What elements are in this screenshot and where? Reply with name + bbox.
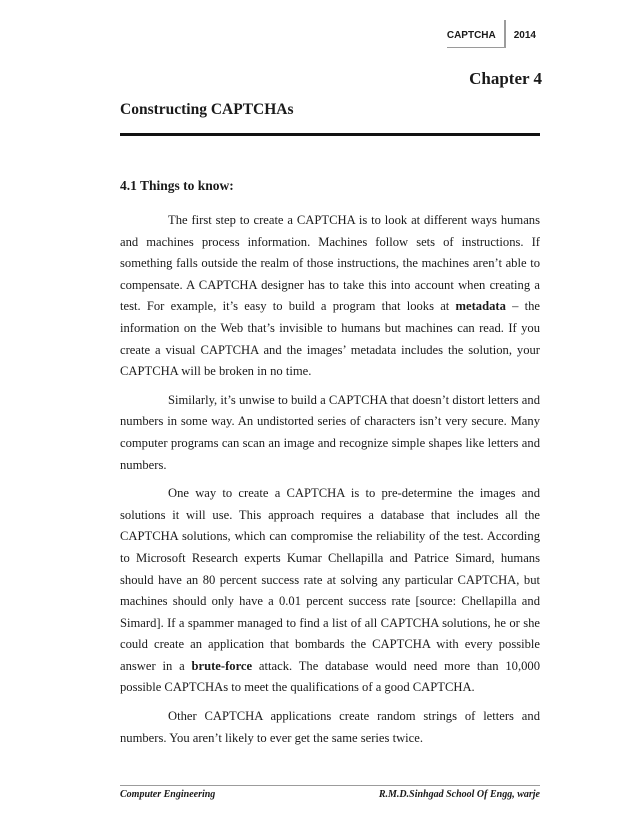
footer-rule [120,785,540,786]
header-title: CAPTCHA [447,20,504,48]
p1-bold-term: metadata [455,299,506,314]
chapter-label: Chapter 4 [469,69,542,88]
running-header [447,20,542,48]
footer-department: Computer Engineering [120,789,216,800]
header-year: 2014 [513,30,536,41]
body-text [120,210,540,756]
chapter-title: Constructing CAPTCHAs [120,101,294,118]
p3-bold-term: brute-force [191,658,253,673]
title-rule [120,133,540,136]
paragraph-4: Other CAPTCHA applications create random strings of letters and numbers. You aren’t likely to ever get the same series twice. [120,709,540,745]
p1-text-a: The first step to create a CAPTCHA is to look at different ways humans and machines process information. Machines follow sets of instructions. If something falls outside the realm of those instructions, the machines aren’t able to compensate. A CAPTCHA designer has to take this into account when creating a test. For example, it’s easy to build a program that looks at [120,213,540,314]
section-heading: 4.1 Things to know: [120,178,234,193]
p1-text-b: – the information on the Web that’s invisible to humans but machines can read. If you create a visual CAPTCHA and the images’ metadata includes the solution, your CAPTCHA will be broken in no time. [120,299,540,379]
p3-text-b: attack. The database would need more than 10,000 possible CAPTCHAs to meet the qualifications of a good CAPTCHA. [120,658,540,695]
p3-text-a: One way to create a CAPTCHA is to pre-determine the images and solutions it will use. This approach requires a database that includes all the CAPTCHA solutions, which can compromise the reliability of the test. According to Microsoft Research experts Kumar Chellapilla and Patrice Simard, humans should have an 80 percent success rate at solving any particular CAPTCHA, but machines should only have a 0.01 percent success rate [source: Chellapilla and Simard]. If a spammer managed to find a list of all CAPTCHA solutions, he or she could create an application that bombards the CAPTCHA with every possible answer in a [120,486,540,673]
paragraph-1 [120,210,540,383]
paragraph-2: Similarly, it’s unwise to build a CAPTCHA that doesn’t distort letters and numbers in some way. An undistorted series of characters isn’t very secure. Many computer programs can scan an image and recognize simple shapes like letters and numbers. [120,392,540,472]
paragraph-3 [120,483,540,699]
footer-institution: R.M.D.Sinhgad School Of Engg, warje [378,789,540,800]
